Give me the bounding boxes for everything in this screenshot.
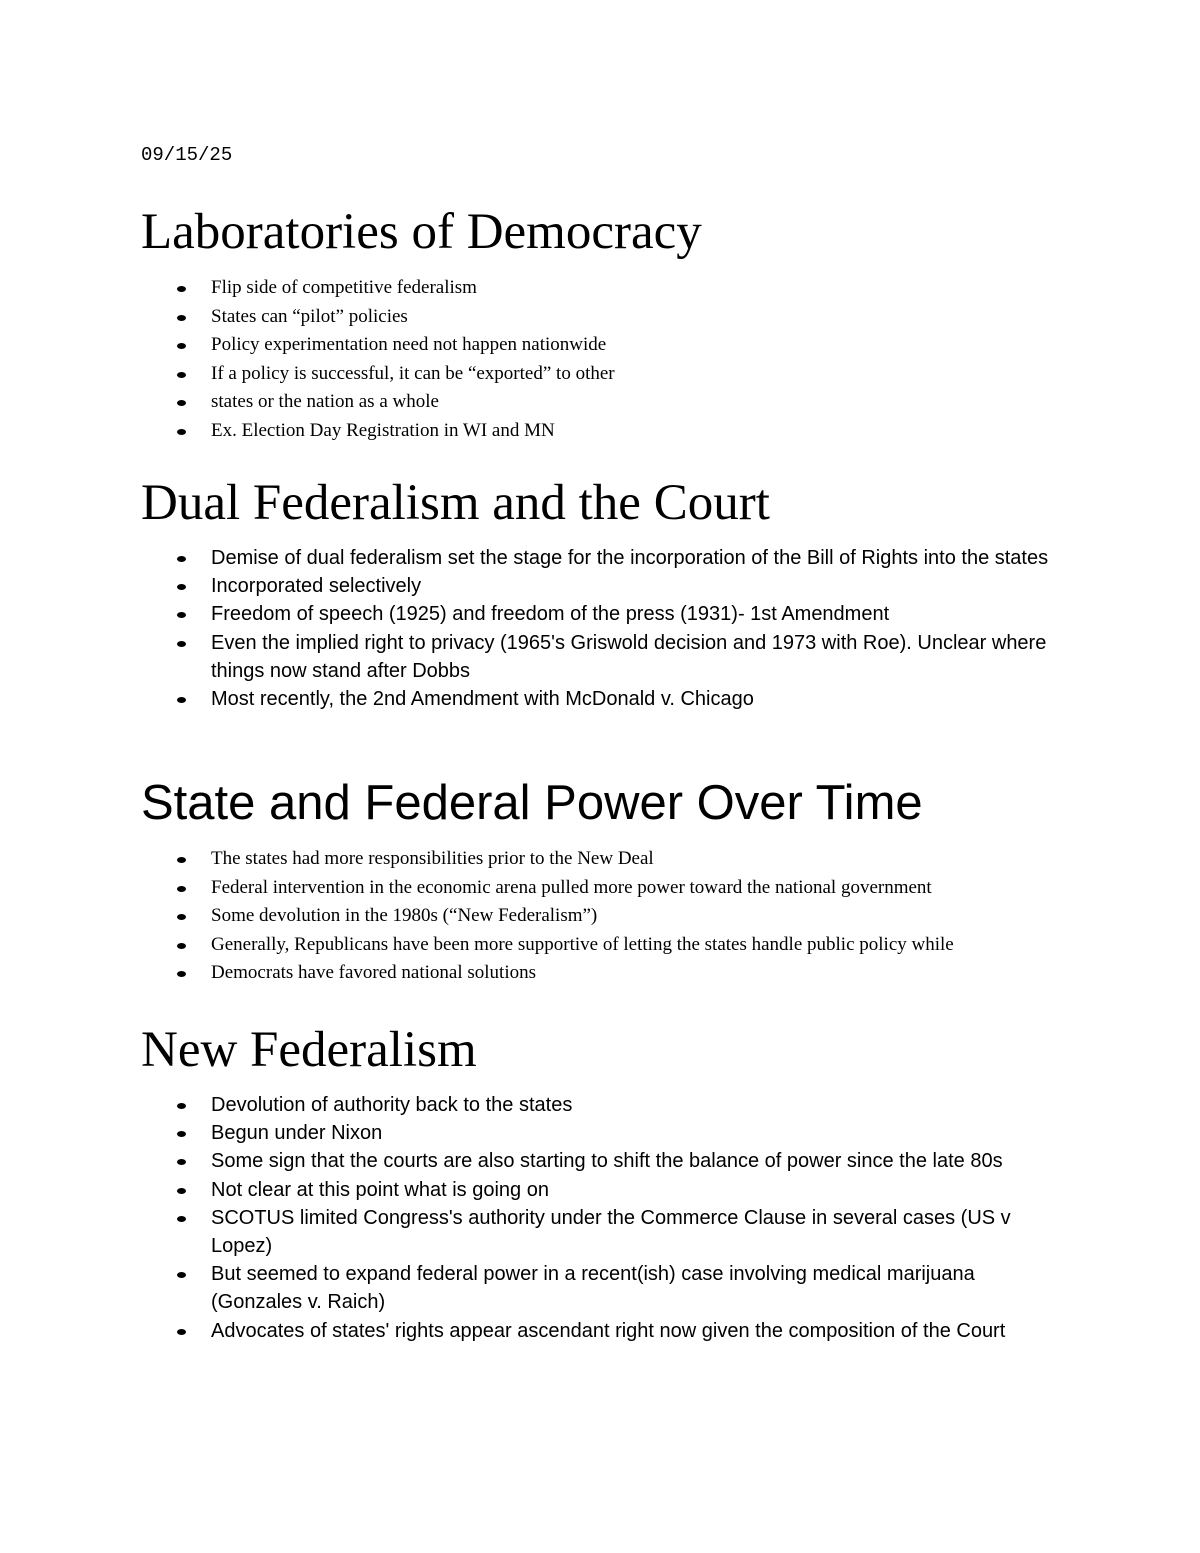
list-item-text: Begun under Nixon — [211, 1122, 383, 1145]
bullet-dot-icon — [177, 943, 186, 949]
list-item-text: SCOTUS limited Congress's authority under the Commerce Clause in several cases (US v Lopez) — [211, 1206, 1011, 1258]
list-item — [0, 1204, 1200, 1260]
list-item-text: Democrats have favored national solutions — [211, 962, 537, 984]
bullet-dot-icon — [177, 971, 186, 977]
bullet-dot-icon — [177, 556, 186, 562]
bullet-dot-icon — [177, 1103, 186, 1109]
list-item — [0, 1147, 1200, 1175]
bullet-dot-icon — [177, 1188, 186, 1194]
list-item — [0, 274, 1200, 303]
bullet-list — [0, 274, 1200, 446]
bullet-dot-icon — [177, 400, 186, 406]
list-item — [0, 685, 1200, 713]
section-heading: State and Federal Power Over Time — [141, 776, 923, 830]
bullet-dot-icon — [177, 612, 186, 618]
bullet-dot-icon — [177, 315, 186, 321]
bullet-dot-icon — [177, 286, 186, 292]
section-laboratories-of-democracy — [0, 203, 1200, 446]
list-item — [0, 629, 1200, 685]
list-item — [0, 1317, 1200, 1345]
bullet-list — [0, 845, 1200, 988]
list-item — [0, 874, 1200, 903]
list-item — [0, 1260, 1200, 1316]
list-item-text: Some devolution in the 1980s (“New Federalism”) — [211, 905, 598, 927]
list-item-text: Ex. Election Day Registration in WI and MN — [211, 419, 555, 441]
list-item — [0, 845, 1200, 874]
list-item-text: Most recently, the 2nd Amendment with McDonald v. Chicago — [211, 688, 754, 711]
list-item — [0, 600, 1200, 628]
list-item-text: Even the implied right to privacy (1965's Griswold decision and 1973 with Roe). Unclear where things now stand after Dobbs — [211, 631, 1047, 682]
list-item — [0, 331, 1200, 360]
section-state-and-federal-power-over-time — [0, 774, 1200, 988]
list-item-text: Some sign that the courts are also starting to shift the balance of power since the late 80s — [211, 1150, 1003, 1173]
bullet-dot-icon — [177, 1159, 186, 1165]
list-item — [0, 303, 1200, 332]
bullet-dot-icon — [177, 343, 186, 349]
list-item — [0, 1091, 1200, 1119]
list-item-text: Freedom of speech (1925) and freedom of the press (1931)- 1st Amendment — [211, 603, 890, 626]
bullet-dot-icon — [177, 641, 186, 647]
section-heading: Laboratories of Democracy — [141, 204, 702, 260]
list-item — [0, 959, 1200, 988]
list-item — [0, 572, 1200, 600]
bullet-dot-icon — [177, 372, 186, 378]
list-item — [0, 931, 1200, 960]
bullet-dot-icon — [177, 1272, 186, 1278]
list-item-text: States can “pilot” policies — [211, 305, 408, 327]
list-item-text: Incorporated selectively — [211, 575, 422, 598]
list-item — [0, 544, 1200, 572]
section-dual-federalism-and-the-court — [0, 474, 1200, 713]
list-item — [0, 388, 1200, 417]
section-heading: Dual Federalism and the Court — [141, 475, 770, 531]
list-item — [0, 1176, 1200, 1204]
bullet-dot-icon — [177, 1329, 186, 1335]
section-heading: New Federalism — [141, 1022, 477, 1078]
list-item-text: If a policy is successful, it can be “exported” to other — [211, 362, 615, 384]
list-item-text: The states had more responsibilities prior to the New Deal — [211, 848, 654, 869]
bullet-dot-icon — [177, 886, 186, 892]
list-item-text: Policy experimentation need not happen nationwide — [211, 334, 607, 356]
bullet-list — [0, 544, 1200, 713]
bullet-dot-icon — [177, 429, 186, 435]
list-item-text: Generally, Republicans have been more supportive of letting the states handle public policy while — [211, 933, 954, 955]
bullet-dot-icon — [177, 857, 186, 863]
bullet-dot-icon — [177, 697, 186, 703]
bullet-dot-icon — [177, 1216, 186, 1222]
bullet-dot-icon — [177, 914, 186, 920]
bullet-list — [0, 1091, 1200, 1345]
list-item-text: Advocates of states' rights appear ascendant right now given the composition of the Court — [211, 1319, 1006, 1342]
note-date: 09/15/25 — [141, 144, 233, 166]
list-item-text: Flip side of competitive federalism — [211, 277, 477, 298]
list-item — [0, 360, 1200, 389]
list-item-text: Devolution of authority back to the states — [211, 1094, 573, 1116]
bullet-dot-icon — [177, 1131, 186, 1137]
section-new-federalism — [0, 1021, 1200, 1345]
list-item — [0, 902, 1200, 931]
list-item — [0, 417, 1200, 446]
bullet-dot-icon — [177, 584, 186, 590]
list-item-text: states or the nation as a whole — [211, 391, 439, 413]
list-item-text: Demise of dual federalism set the stage for the incorporation of the Bill of Rights into the states — [211, 547, 1049, 569]
list-item-text: But seemed to expand federal power in a recent(ish) case involving medical marijuana (Gonzales v. Raich) — [211, 1263, 975, 1314]
list-item-text: Not clear at this point what is going on — [211, 1178, 549, 1201]
list-item-text: Federal intervention in the economic arena pulled more power toward the national government — [211, 876, 932, 898]
list-item — [0, 1119, 1200, 1147]
